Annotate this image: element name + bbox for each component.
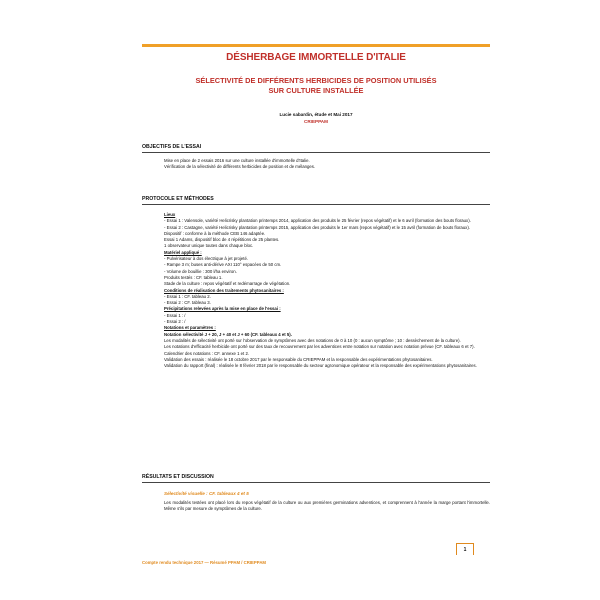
paragraph: Mise en place de 2 essais 2016 sur une culture installée d'immortelle d'Italie.: [164, 158, 310, 163]
paragraph: Essai 1 Adams, dispositif bloc de 4 répétitions de 25 plantes.: [164, 237, 280, 243]
paragraph: - Essai 1 : CF. tableau 2.: [164, 293, 211, 299]
authors-line: Lucie sabardin, étude et Mai 2017: [279, 112, 353, 117]
organization-name: CRIEPPAM: [304, 118, 328, 124]
page-footer: Compte rendu technique 2017 — Résumé PPAM / CRIEPPAM: [142, 560, 266, 565]
paragraph: - Essai 2 : CF. tableau 3.: [164, 300, 211, 306]
paragraph: - Volume de bouillie : 300 l/ha environ.: [164, 268, 237, 274]
paragraph: Calendrier des notations : CF. annexe 1 et 2.: [164, 350, 250, 356]
paragraph: Les modalités de sélectivité ont porté sur l'observation de symptômes avec des notations de 0 à 10 (0 : aucun symptôme ; 10 : dessèchement de la culture).: [164, 337, 461, 343]
header-rule: [142, 44, 490, 47]
objectifs-body: [164, 158, 490, 171]
paragraph: - Essai 1 : Valensole, variété Helicrisky plantation printemps 2014, application des produits le 25 février (repos végétatif) et le 6 avril (formation des bouts floraux).: [164, 218, 471, 224]
paragraph: Vérification de la sélectivité de différents herbicides de position et de mélanges.: [164, 164, 316, 170]
subtitle-line: SUR CULTURE INSTALLÉE: [268, 85, 364, 95]
paragraph: - Pulvérisateur à dos électrique à jet projeté.: [164, 256, 249, 262]
paragraph-heading: Conditions de réalisation des traitements phytosanitaires :: [164, 287, 284, 293]
paragraph-heading: Matériel appliqué :: [164, 249, 202, 255]
section-title-resultats: RÉSULTATS ET DISCUSSION: [142, 474, 490, 483]
subtitle-line: SÉLECTIVITÉ DE DIFFÉRENTS HERBICIDES DE POSITION UTILISÉS: [195, 76, 437, 85]
paragraph: Les modalités testées ont placé lors du repos végétatif de la culture ou aux premières germinations adventices, et comprennent à l'année la marge portant l'immortelle. Même s'ils par mesure de symptômes de la culture.: [164, 500, 490, 512]
authors-block: [142, 112, 490, 125]
document-title: DÉSHERBAGE IMMORTELLE D'ITALIE: [226, 52, 406, 63]
paragraph: Notation sélectivité J + 20, J + 40 et J + 60 (CF. tableaux 4 et 5).: [164, 331, 292, 337]
paragraph: Produits testés : CF. tableau 1.: [164, 274, 223, 280]
paragraph: Les notations d'efficacité herbicide ont porté sur des taux de recouvrement par les adventices entre notation sur notation avec notation prévue (CF. tableaux 6 et 7).: [164, 344, 475, 350]
section-title-protocole: PROTOCOLE ET MÉTHODES: [142, 196, 490, 205]
paragraph: Stade de la culture : repos végétatif et redémarrage de végétation.: [164, 281, 291, 287]
page-number: 1: [456, 543, 474, 555]
paragraph: Validation du rapport (final) : réalisée le 8 février 2018 par le responsable du secteur agronomique opérateur et la responsable des expérimentations phytosanitaires.: [164, 363, 477, 369]
paragraph: - Essai 2 : /: [164, 319, 186, 325]
paragraph-heading: Lieux: [164, 212, 176, 217]
paragraph: 1 observateur unique toutes dans chaque bloc.: [164, 243, 254, 249]
paragraph: - Essai 2 : Castagne, variété Helicrisky plantation printemps 2015, application des produits le 1er mars (repos végétatif) et le 15 avril (formation de bouts floraux).: [164, 224, 470, 230]
paragraph: - Essai 1 : /: [164, 312, 186, 318]
section-title-objectifs: OBJECTIFS DE L'ESSAI: [142, 144, 490, 153]
document-subtitle: [142, 76, 490, 95]
paragraph-heading: Précipitations relevées après la mise en place de l'essai :: [164, 306, 281, 312]
paragraph: Validation des essais : réalisée le 18 octobre 2017 par le responsable du CRIEPPAM et la responsable des expérimentations phytosanitaires.: [164, 356, 433, 362]
resultats-subheading: Sélectivité visuelle : CF. tableaux 4 et 5: [164, 491, 249, 496]
protocole-body: [164, 212, 490, 369]
paragraph: - Rampe 3 m; buses anti-dérive AXI 110° espacées de 50 cm.: [164, 262, 282, 268]
paragraph: Dispositif : conforme à la méthode CEB 146 adaptée.: [164, 230, 266, 236]
paragraph-heading: Notations et paramètres :: [164, 325, 216, 331]
resultats-body: [164, 500, 490, 513]
